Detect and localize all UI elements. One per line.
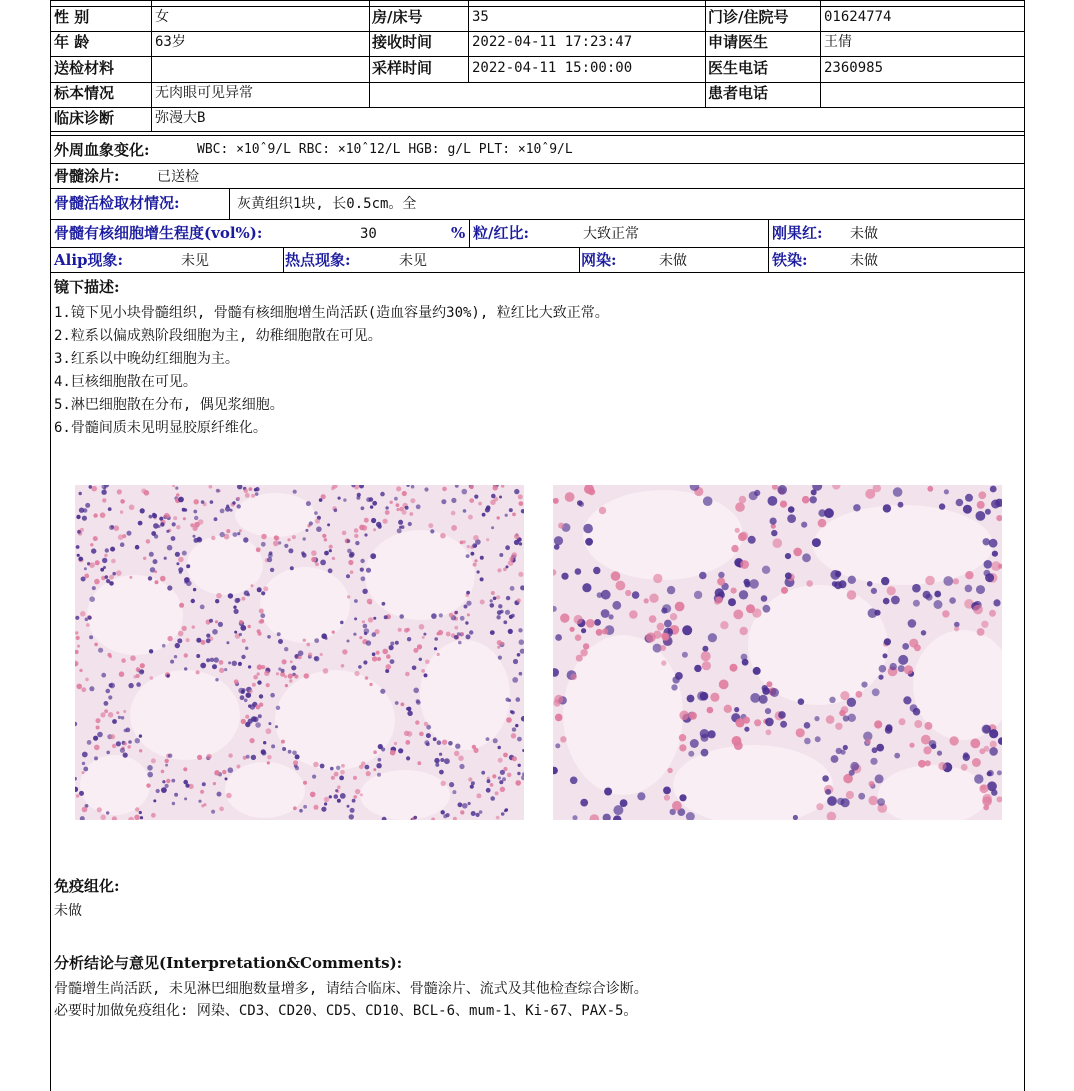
hotspot-label: 热点现象: (285, 251, 351, 269)
clinic-no-value: 01624774 (824, 9, 892, 25)
reticulin-label: 网染: (581, 251, 617, 269)
congo-label: 刚果红: (772, 224, 823, 242)
proliferation-value: 30 (360, 226, 377, 242)
proliferation-unit: % (451, 224, 466, 242)
conclusion-line: 骨髓增生尚活跃, 未见淋巴细胞数量增多, 请结合临床、骨髓涂片、流式及其他检查综合诊断。 (54, 981, 648, 997)
ratio-value: 大致正常 (583, 226, 639, 242)
conclusion-title: 分析结论与意见(Interpretation&Comments): (54, 954, 403, 972)
iron-value: 未做 (850, 253, 878, 269)
proliferation-label: 骨髓有核细胞增生程度(vol%): (54, 224, 263, 242)
microscopy-line: 4.巨核细胞散在可见。 (54, 374, 197, 390)
micrograph-image (553, 485, 1002, 820)
microscopy-title: 镜下描述: (54, 278, 120, 296)
iron-label: 铁染: (772, 251, 808, 269)
age-label: 年 龄 (54, 33, 90, 51)
smear-value: 已送检 (157, 169, 199, 185)
microscopy-line: 5.淋巴细胞散在分布, 偶见浆细胞。 (54, 397, 284, 413)
rule (51, 247, 1024, 248)
micrograph-high-power (553, 485, 1002, 820)
rule (283, 247, 284, 272)
reticulin-value: 未做 (659, 253, 687, 269)
patient-phone-label: 患者电话 (708, 84, 769, 102)
smear-label: 骨髓涂片: (54, 167, 120, 185)
age-value: 63岁 (155, 34, 186, 50)
rule (469, 219, 470, 247)
microscopy-line: 3.红系以中晚幼红细胞为主。 (54, 351, 239, 367)
biopsy-value: 灰黄组织1块, 长0.5cm。全 (237, 196, 417, 212)
rule (51, 0, 1024, 1)
microscopy-line: 6.骨髓间质未见明显胶原纤维化。 (54, 420, 267, 436)
report-sheet (50, 0, 1025, 1091)
doctor-phone-value: 2360985 (824, 60, 884, 76)
rule (369, 0, 370, 107)
ihc-title: 免疫组化: (54, 877, 120, 895)
rule (768, 219, 769, 272)
rule (51, 272, 1024, 273)
micrograph-low-power (75, 485, 524, 820)
rule (468, 0, 469, 82)
rule (51, 131, 1024, 132)
diagnosis-label: 临床诊断 (54, 109, 115, 127)
rule (229, 188, 230, 219)
sampled-label: 采样时间 (372, 59, 433, 77)
received-value: 2022-04-11 17:23:47 (472, 34, 633, 50)
rule (51, 188, 1024, 189)
rule (51, 135, 1024, 136)
blood-value: WBC: ×10ˆ9/L RBC: ×10ˆ12/L HGB: g/L PLT: ×10ˆ9/L (197, 142, 573, 157)
ihc-value: 未做 (54, 903, 82, 919)
rule (820, 0, 821, 107)
bed-label: 房/床号 (372, 8, 423, 26)
doctor-label: 申请医生 (708, 33, 769, 51)
gender-value: 女 (155, 9, 169, 25)
microscopy-line: 1.镜下见小块骨髓组织, 骨髓有核细胞增生尚活跃(造血容量约30%), 粒红比大致正常。 (54, 305, 609, 321)
clinic-no-label: 门诊/住院号 (708, 8, 789, 26)
blood-label: 外周血象变化: (54, 141, 150, 159)
rule (51, 163, 1024, 164)
rule (51, 219, 1024, 220)
rule (705, 0, 706, 107)
specimen-value: 无肉眼可见异常 (155, 85, 253, 101)
micrograph-image (75, 485, 524, 820)
bed-value: 35 (472, 9, 489, 25)
diagnosis-value: 弥漫大B (155, 110, 206, 126)
ratio-label: 粒/红比: (473, 224, 530, 242)
doctor-value: 王倩 (824, 34, 852, 50)
congo-value: 未做 (850, 226, 878, 242)
rule (151, 0, 152, 131)
microscopy-line: 2.粒系以偏成熟阶段细胞为主, 幼稚细胞散在可见。 (54, 328, 382, 344)
doctor-phone-label: 医生电话 (708, 59, 769, 77)
biopsy-label: 骨髓活检取材情况: (54, 194, 180, 212)
gender-label: 性 别 (54, 8, 90, 26)
conclusion-line: 必要时加做免疫组化: 网染、CD3、CD20、CD5、CD10、BCL-6、mum-1、Ki-67、PAX-5。 (54, 1003, 638, 1019)
sampled-value: 2022-04-11 15:00:00 (472, 60, 633, 76)
received-label: 接收时间 (372, 33, 433, 51)
rule (579, 247, 580, 272)
material-label: 送检材料 (54, 59, 115, 77)
alip-value: 未见 (181, 253, 209, 269)
specimen-label: 标本情况 (54, 84, 115, 102)
alip-label: Alip现象: (54, 251, 124, 269)
hotspot-value: 未见 (399, 253, 427, 269)
